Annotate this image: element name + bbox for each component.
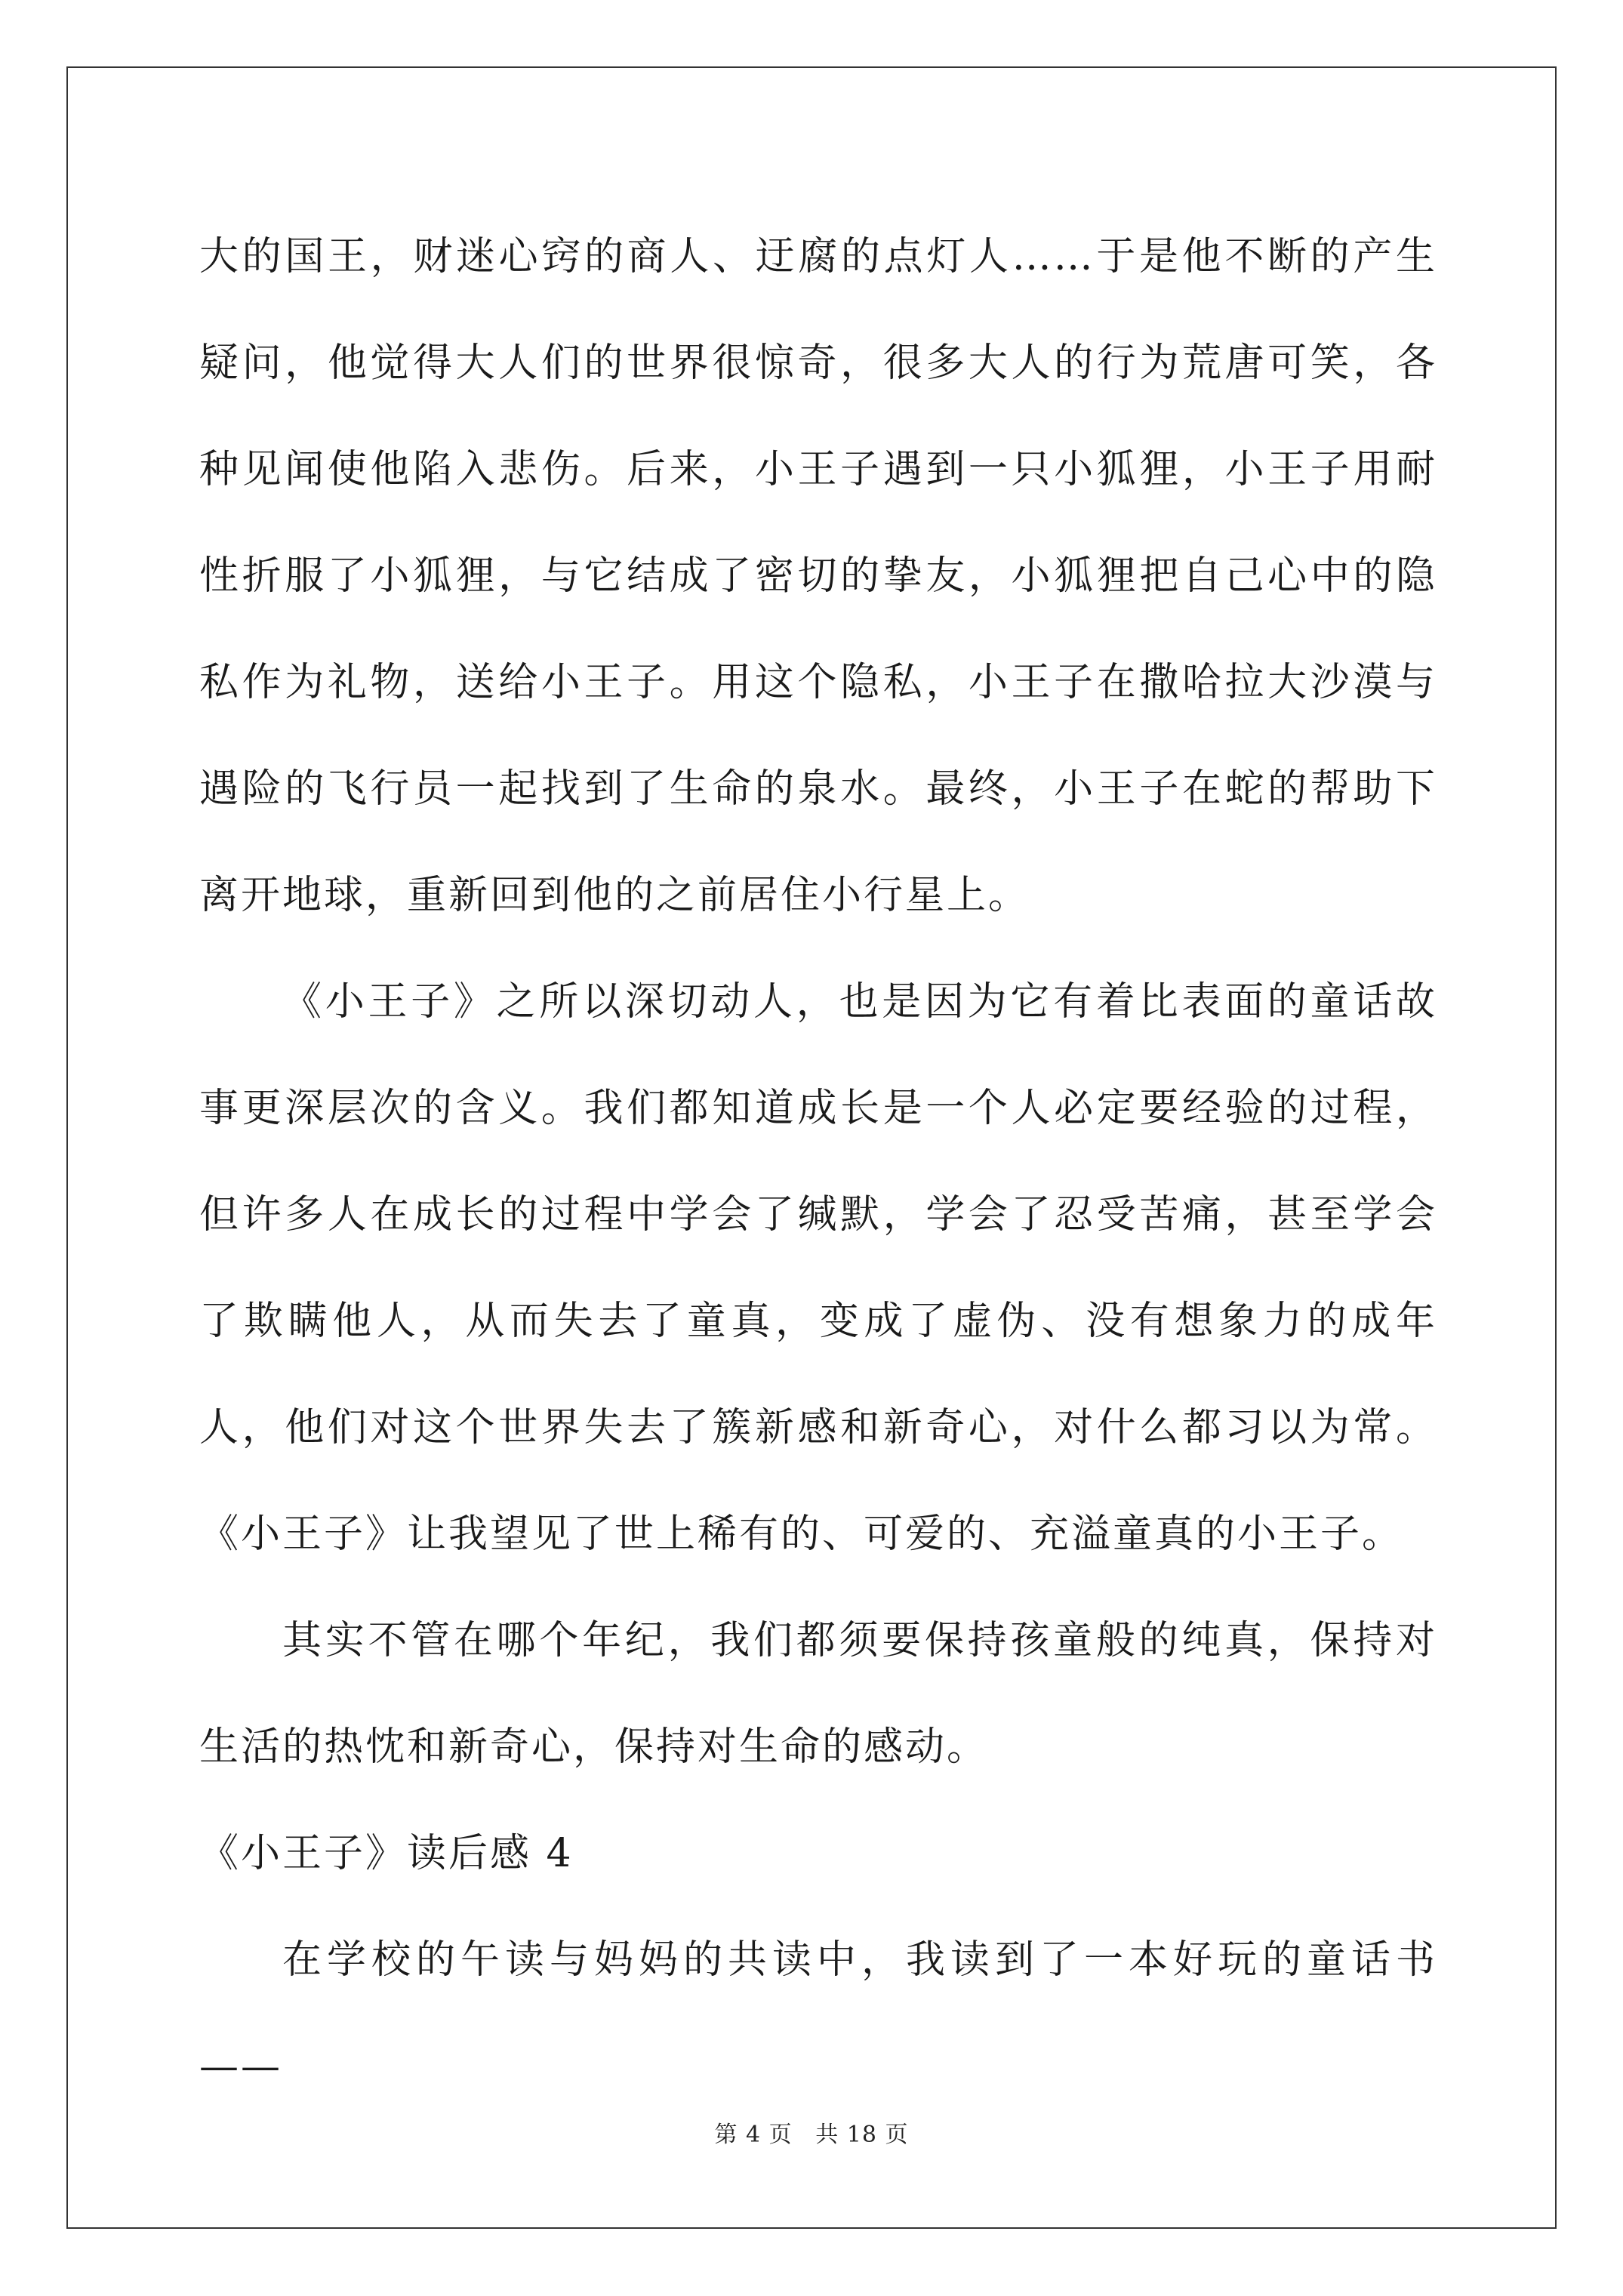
page-total: 共 18 页 <box>815 2122 909 2148</box>
section-heading: 《小王子》读后感 4 <box>199 1831 574 1876</box>
document-body <box>199 204 1437 2120</box>
paragraph-4: 在学校的午读与妈妈的共读中，我读到了一本好玩的童话书—— <box>199 1937 1437 2089</box>
paragraph-2: 《小王子》之所以深切动人，也是因为它有着比表面的童话故事更深层次的含义。我们都知道成长是一个人必定要经验的过程，但许多人在成长的过程中学会了缄默，学会了忍受苦痛，甚至学会了欺瞒他人，从而失去了童真，变成了虚伪、没有想象力的成年人，他们对这个世界失去了簇新感和新奇心，对什么都习以为常。《小王子》让我望见了世上稀有的、可爱的、充溢童真的小王子。 <box>199 979 1437 1557</box>
page-footer <box>0 2116 1623 2149</box>
paragraph-1: 大的国王，财迷心窍的商人、迂腐的点灯人……于是他不断的产生疑问，他觉得大人们的世界很惊奇，很多大人的行为荒唐可笑，各种见闻使他陷入悲伤。后来，小王子遇到一只小狐狸，小王子用耐性折服了小狐狸，与它结成了密切的挚友，小狐狸把自己心中的隐私作为礼物，送给小王子。用这个隐私，小王子在撒哈拉大沙漠与遇险的飞行员一起找到了生命的泉水。最终，小王子在蛇的帮助下离开地球，重新回到他的之前居住小行星上。 <box>199 234 1437 918</box>
paragraph-3: 其实不管在哪个年纪，我们都须要保持孩童般的纯真，保持对生活的热忱和新奇心，保持对生命的感动。 <box>199 1618 1437 1770</box>
page-number: 第 4 页 <box>714 2122 793 2148</box>
